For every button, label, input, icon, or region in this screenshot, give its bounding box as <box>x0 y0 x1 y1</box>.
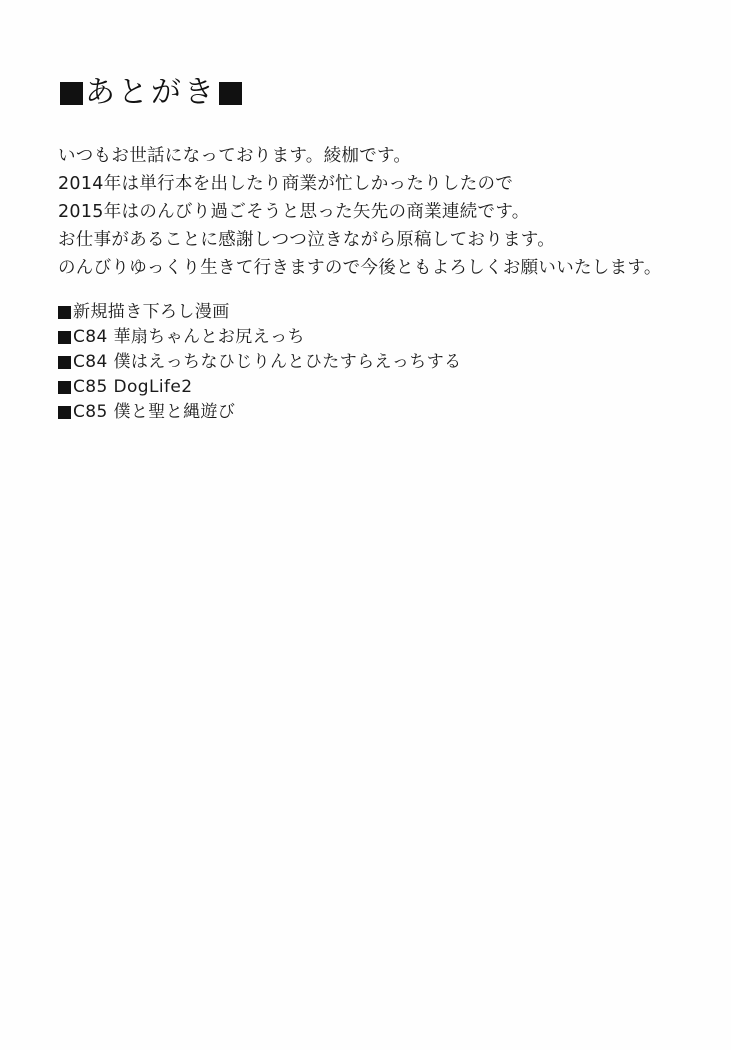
section-title <box>60 75 242 110</box>
list-item-label: 新規描き下ろし漫画 <box>73 302 230 322</box>
afterword-line: いつもお世話になっております。綾枷です。 <box>58 146 412 166</box>
black-square-icon <box>60 82 83 105</box>
list-item <box>58 350 698 374</box>
afterword-line: 2014年は単行本を出したり商業が忙しかったりしたので <box>58 174 514 194</box>
list-item <box>58 300 698 324</box>
list-item-label: C85 DogLife2 <box>73 377 193 397</box>
list-item <box>58 375 698 399</box>
afterword-text <box>58 142 698 282</box>
black-square-icon <box>58 306 71 319</box>
list-item-label: C84 僕はえっちなひじりんとひたすらえっちする <box>73 352 462 372</box>
list-item-label: C85 僕と聖と縄遊び <box>73 402 236 422</box>
afterword-line: お仕事があることに感謝しつつ泣きながら原稿しております。 <box>58 230 555 250</box>
list-item-label: C84 華扇ちゃんとお尻えっち <box>73 327 305 347</box>
black-square-icon <box>58 356 71 369</box>
black-square-icon <box>219 82 242 105</box>
afterword-line: 2015年はのんびり過ごそうと思った矢先の商業連続です。 <box>58 202 530 222</box>
afterword-line: のんびりゆっくり生きて行きますので今後ともよろしくお願いいたします。 <box>58 258 662 278</box>
list-item <box>58 325 698 349</box>
page-title: あとがき <box>85 75 217 110</box>
black-square-icon <box>58 381 71 394</box>
black-square-icon <box>58 406 71 419</box>
list-item <box>58 400 698 424</box>
works-list <box>58 300 698 425</box>
black-square-icon <box>58 331 71 344</box>
